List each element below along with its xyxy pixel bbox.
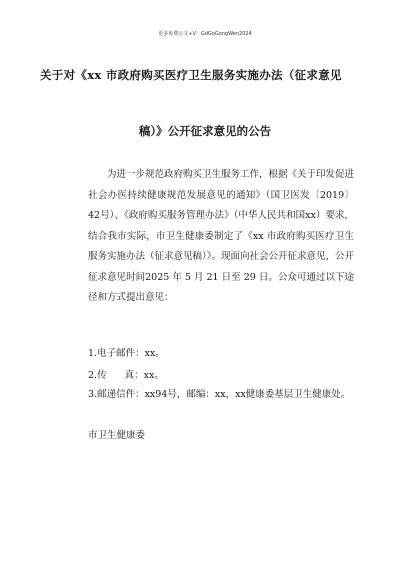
body-paragraph: 为进一步规范政府购买卫生服务工作，根据《关于印发促进社会办医持续健康规范发展意见的通知》（国卫医发〔2019〕42号）、《政府购买服务管理办法》（中华人民共和国xx）要求，结合我市实际，市卫生健康委制定了《xx 市政府购买医疗卫生服务实施办法（征求意见稿）》。现面向社会公开征求意见，公开征求意见时间2025 年 5 月 21 日至 29 日。公众可通过以下途径和方式提出意见： (88, 169, 355, 303)
signature: 市卫生健康委 (88, 430, 146, 441)
contact-item-fax: 2.传 真：xx。 (88, 370, 164, 381)
title-line-1: 关于对《xx 市政府购买医疗卫生服务实施办法（征求意见 (40, 68, 342, 82)
contact-item-email: 1.电子邮件：xx。 (88, 348, 165, 359)
contact-item-mail: 3.邮递信件：xx94号，邮编：xx，xx健康委基层卫生健康处。 (88, 389, 351, 400)
title-line-2: 稿）》公开征求意见的公告 (138, 124, 272, 138)
header-note: 更多免费公文+V：GdGoGongWen2024 (158, 31, 252, 37)
